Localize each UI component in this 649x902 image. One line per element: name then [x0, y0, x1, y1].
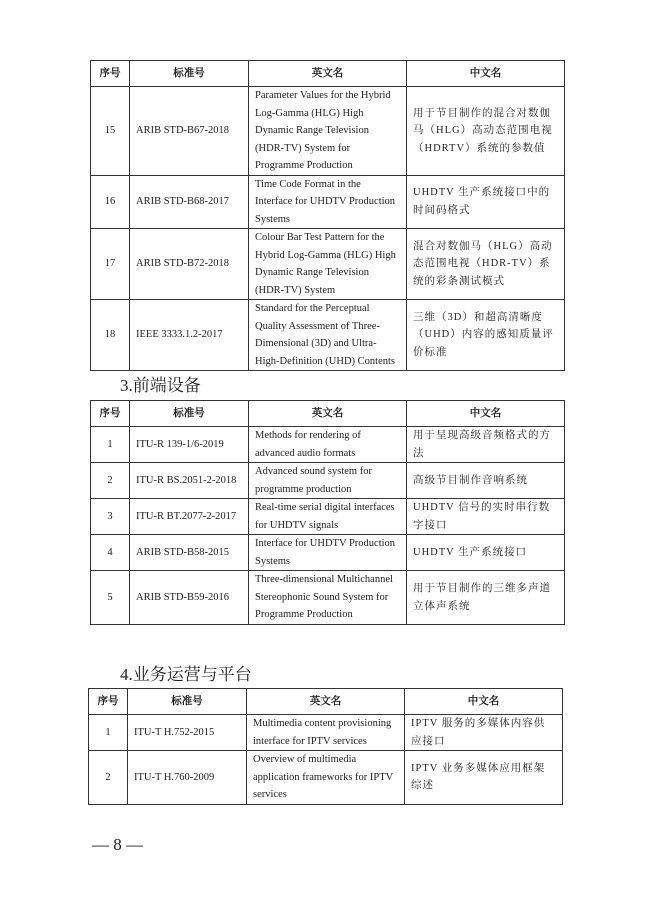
table-row	[91, 175, 565, 229]
table-row	[91, 535, 565, 571]
table-row	[91, 229, 565, 300]
header-row	[89, 689, 563, 715]
standard-number: ITU-R BT.2077-2-2017	[130, 499, 249, 535]
row-number: 4	[91, 535, 130, 571]
header-chinese-name: 中文名	[407, 401, 565, 427]
chinese-name: 用于呈现高级音频格式的方法	[407, 427, 565, 463]
chinese-name: IPTV 服务的多媒体内容供应接口	[405, 715, 563, 751]
row-number: 1	[89, 715, 128, 751]
table-row	[89, 715, 563, 751]
chinese-name: IPTV 业务多媒体应用框架综述	[405, 751, 563, 805]
row-number: 1	[91, 427, 130, 463]
table-row	[91, 463, 565, 499]
section-title-operations-platform: 4.业务运营与平台	[120, 665, 252, 684]
standard-number: ITU-T H.760-2009	[128, 751, 247, 805]
frontend-equipment-table	[90, 400, 565, 625]
english-name: Overview of multimedia application frameworks for IPTV services	[247, 751, 405, 805]
page-number: — 8 —	[92, 835, 143, 854]
header-standard: 标准号	[128, 689, 247, 715]
row-number: 18	[91, 300, 130, 371]
header-english-name: 英文名	[249, 401, 407, 427]
english-name: Interface for UHDTV Production Systems	[249, 535, 407, 571]
row-number: 2	[89, 751, 128, 805]
header-english-name: 英文名	[247, 689, 405, 715]
row-number: 15	[91, 87, 130, 176]
table-row	[91, 427, 565, 463]
row-number: 3	[91, 499, 130, 535]
header-no: 序号	[89, 689, 128, 715]
row-number: 17	[91, 229, 130, 300]
chinese-name: UHDTV 生产系统接口	[407, 535, 565, 571]
standard-number: ARIB STD-B68-2017	[130, 175, 249, 229]
table-row	[91, 571, 565, 625]
table-row	[91, 87, 565, 176]
english-name: Real-time serial digital interfaces for UHDTV signals	[249, 499, 407, 535]
header-no: 序号	[91, 401, 130, 427]
standard-number: ARIB STD-B58-2015	[130, 535, 249, 571]
standard-number: ARIB STD-B72-2018	[130, 229, 249, 300]
table-row	[89, 751, 563, 805]
english-name: Advanced sound system for programme production	[249, 463, 407, 499]
chinese-name: UHDTV 生产系统接口中的时间码格式	[407, 175, 565, 229]
standard-number: ITU-T H.752-2015	[128, 715, 247, 751]
standard-number: ARIB STD-B59-2016	[130, 571, 249, 625]
chinese-name: UHDTV 信号的实时串行数字接口	[407, 499, 565, 535]
english-name: Standard for the Perceptual Quality Assessment of Three-Dimensional (3D) and Ultra-High-Definition (UHD) Contents	[249, 300, 407, 371]
english-name: Parameter Values for the Hybrid Log-Gamma (HLG) High Dynamic Range Television (HDR-TV) System for Programme Production	[249, 87, 407, 176]
english-name: Colour Bar Test Pattern for the Hybrid Log-Gamma (HLG) High Dynamic Range Television (HDR-TV) System	[249, 229, 407, 300]
header-no: 序号	[91, 61, 130, 87]
row-number: 5	[91, 571, 130, 625]
header-row	[91, 401, 565, 427]
standard-number: ARIB STD-B67-2018	[130, 87, 249, 176]
chinese-name: 用于节目制作的混合对数伽马（HLG）高动态范围电视（HDRTV）系统的参数值	[407, 87, 565, 176]
english-name: Multimedia content provisioning interface for IPTV services	[247, 715, 405, 751]
table-row	[91, 499, 565, 535]
row-number: 16	[91, 175, 130, 229]
header-english-name: 英文名	[249, 61, 407, 87]
header-chinese-name: 中文名	[407, 61, 565, 87]
chinese-name: 混合对数伽马（HLG）高动态范围电视（HDR-TV）系统的彩条测试模式	[407, 229, 565, 300]
standards-table-continued	[90, 60, 565, 371]
english-name: Three-dimensional Multichannel Stereophonic Sound System for Programme Production	[249, 571, 407, 625]
header-chinese-name: 中文名	[405, 689, 563, 715]
operations-platform-table	[88, 688, 563, 805]
header-standard: 标准号	[130, 61, 249, 87]
chinese-name: 三维（3D）和超高清晰度（UHD）内容的感知质量评价标准	[407, 300, 565, 371]
english-name: Methods for rendering of advanced audio formats	[249, 427, 407, 463]
chinese-name: 高级节目制作音响系统	[407, 463, 565, 499]
row-number: 2	[91, 463, 130, 499]
standard-number: ITU-R 139-1/6-2019	[130, 427, 249, 463]
header-standard: 标准号	[130, 401, 249, 427]
section-title-frontend-equipment: 3.前端设备	[120, 376, 201, 395]
standard-number: IEEE 3333.1.2-2017	[130, 300, 249, 371]
header-row	[91, 61, 565, 87]
chinese-name: 用于节目制作的三维多声道立体声系统	[407, 571, 565, 625]
english-name: Time Code Format in the Interface for UHDTV Production Systems	[249, 175, 407, 229]
table-row	[91, 300, 565, 371]
standard-number: ITU-R BS.2051-2-2018	[130, 463, 249, 499]
